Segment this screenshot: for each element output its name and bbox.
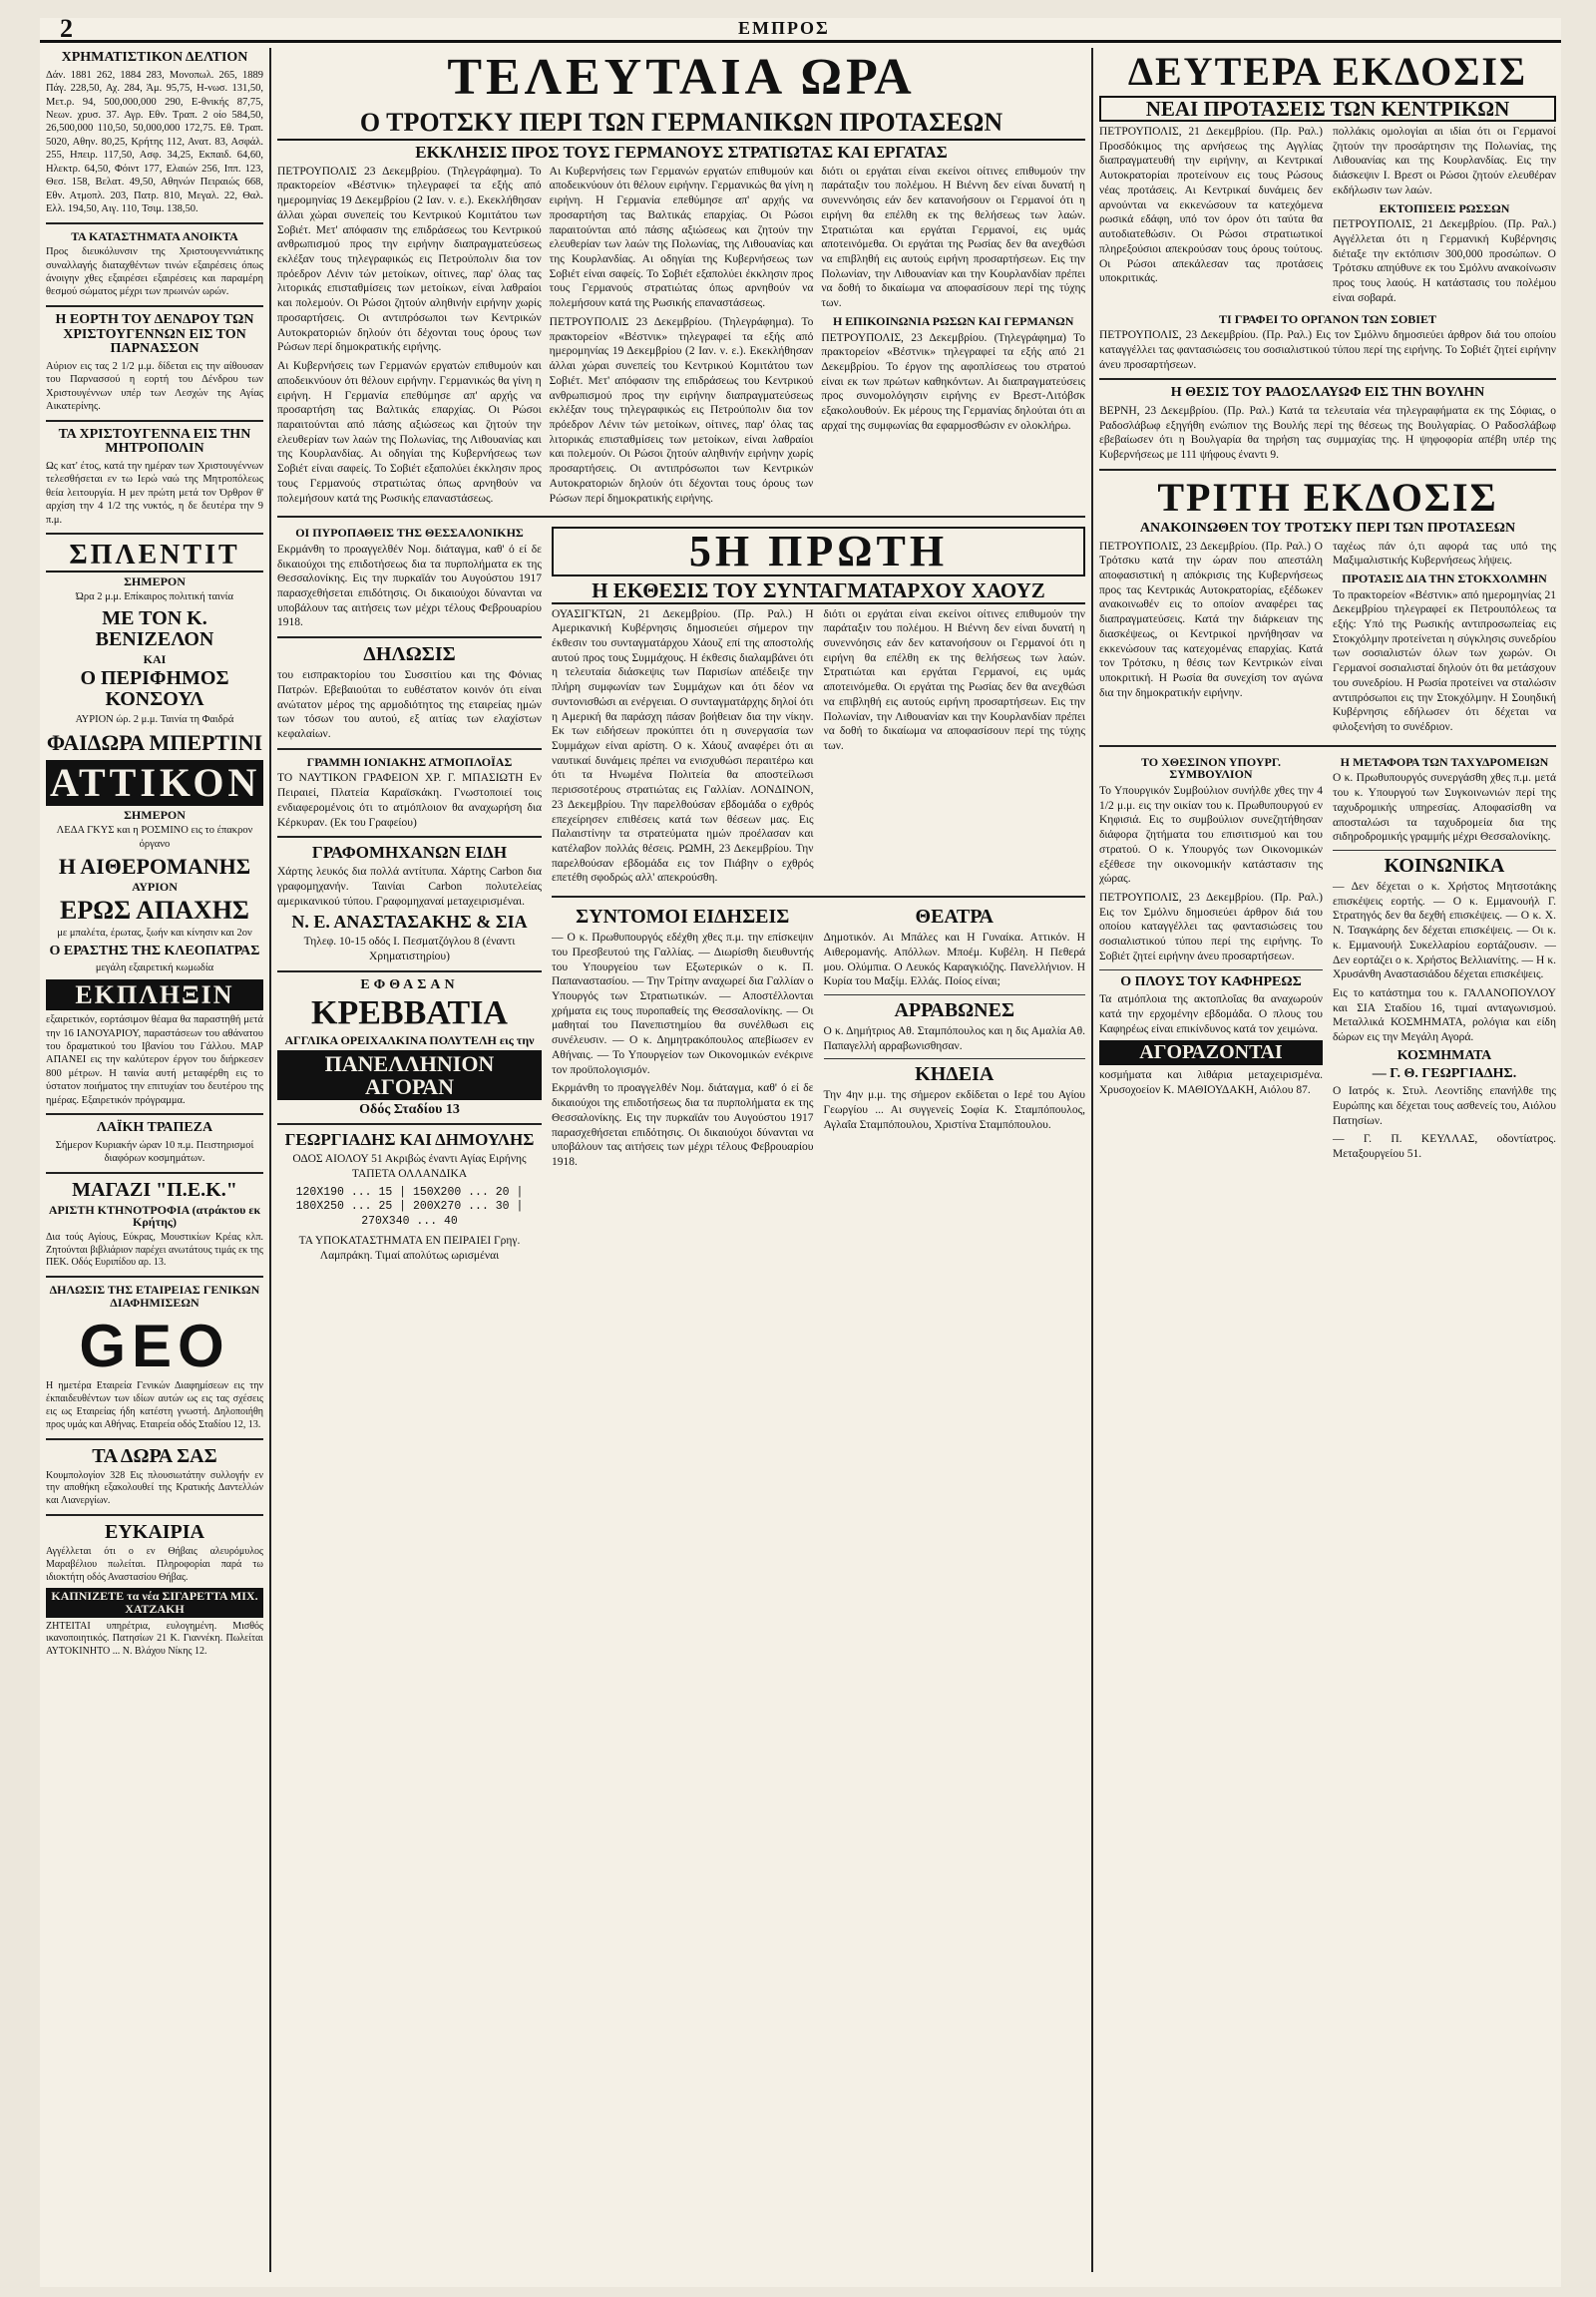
main-article-col-a2: Αι Κυβερνήσεις των Γερμανών εργατών επιθυμούν και αποδεικνύουν ότι θέλουν ειρήνην. Γερμανικώς θα γίνη η ειρήνη. Η Γερμανία επεθύμησε απ' αρχής να προσαρτήση τας Βαλτικάς επαρχίας. Οι Ρώσοι παραιτούνται από πάσης αξιώσεως και ζητούν την ελευθερίαν των λαών της Πολωνίας, της Λιθουανίας και της Κουρλανδίας. Αι οδηγίαι της Κυβερνήσεως των Σοβιέτ είναι σαφείς. Το Σοβιέτ εξαπολύει έκκλησιν προς τους Γερμανούς στρατιώτας όπως αρνηθούν να πολεμήσουν κατά της Ρωσικής επαναστάσεως. xyxy=(277,360,542,505)
main-subtitle: Ο ΤΡΟΤΣΚΥ ΠΕΡΙ ΤΩΝ ΓΕΡΜΑΝΙΚΩΝ ΠΡΟΤΑΣΕΩΝ xyxy=(277,109,1085,141)
main-article-col-b: Αι Κυβερνήσεις των Γερμανών εργατών επιθυμούν και αποδεικνύουν ότι θέλουν ειρήνην. Γερμανικώς θα γίνη η ειρήνη. Η Γερμανία επεθύμησε απ' αρχής να προσαρτήση τας Βαλτικάς επαρχίας. Οι Ρώσοι παραιτούνται από πάσης αξιώσεως και ζητούν την ελευθερίαν των λαών της Πολωνίας, της Λιθουανίας και της Κουρλανδίας. Αι οδηγίαι της Κυβερνήσεως των Σοβιέτ είναι σαφείς. Το Σοβιέτ εξαπολύει έκκλησιν προς τους Γερμανούς στρατιώτας όπως αρνηθούν να πολεμήσουν κατά της Ρωσικής επαναστάσεως. xyxy=(549,165,814,310)
communication-text: ΠΕΤΡΟΥΠΟΛΙΣ, 23 Δεκεμβρίου. (Τηλεγράφημα) Το πρακτορείον «Βέστνικ» τηλεγραφεί τα εξής από 21 Δεκεμβρίου. Το έργον της αφοπλίσεως του στρατού είναι εκ των πρώτων καθηκόντων. Αι διαπραγματεύσεις προς συνομολόγησιν ειρήνης εν Βρεστ-Λιτόβσκ εξακολουθούν. Εκ μέρους της Γερμανίας δηλούται ότι αι αρχαί της συμφωνίας θα εφαρμοσθώσιν εν ολοκλήρω. xyxy=(821,331,1085,432)
eukairia-text: Αγγέλλεται ότι ο εν Θήβαις αλευρόμυλος Μαραβέλιου πωλείται. Πληροφορίαι παρά τω ιδιοκτήτη οδός Αναστασίου Θήβας. xyxy=(46,1546,263,1583)
typewriter-title: ΓΡΑΦΟΜΗΧΑΝΩΝ ΕΙΔΗ xyxy=(311,843,508,863)
laiki-text: Σήμερον Κυριακήν ώραν 10 π.μ. Πειστηρισμοί διαφόρων κοσμημάτων. xyxy=(55,1139,254,1165)
laiki-title: ΛΑΪΚΗ ΤΡΑΠΕΖΑ xyxy=(96,1120,213,1136)
krevatia-sub: ΑΓΓΛΙΚΑ ΟΡΕΙΧΑΛΚΙΝΑ ΠΟΛΥΤΕΛΗ εις την xyxy=(284,1032,535,1047)
gifts-text: Κουμπολογίον 328 Εις πλουσιωτάτην συλλογήν εν την αποθήκη εξακολουθεί της Κρατικής Δαντελλών και Λιανεργίων. xyxy=(46,1469,263,1507)
attikon-today: ΣΗΜΕΡΟΝ xyxy=(124,807,186,822)
attikon-ad-title: ΑΤΤΙΚΟΝ xyxy=(46,760,263,806)
keyllas-text: — Γ. Π. ΚΕΥΛΛΑΣ, οδοντίατρος. Μεταξουργείου 51. xyxy=(1333,1133,1556,1161)
pek-sub: ΑΡΙΣΤΗ ΚΤΗΝΟΤΡΟΦΙΑ (ατράκτου εκ Κρήτης) xyxy=(48,1202,261,1230)
pek-text: Δια τούς Αγίους, Εύκρας, Μουστικίων Κρέας κλπ. Ζητούνται βιβλιάριον παρέχει ανωτάτους τιμάς εκ της ΠΕΚ. Οδός Ευριπίδου αρ. 13. xyxy=(46,1231,263,1269)
anastasakis-name: Ν. Ε. ΑΝΑΣΤΑΣΑΚΗΣ & ΣΙΑ xyxy=(291,912,528,933)
symvoulion-text-2: ΠΕΤΡΟΥΠΟΛΙΣ, 23 Δεκεμβρίου. (Πρ. Ραλ.) Εις τον Σμόλνυ δημοσιεύει άρθρον διά του οποίου καταγγέλλει τας φαντασιώσεις του σοσιαλιστικού τύπου περί της ειρήνης. Το Σοβιέτ ζητεί ειρήνην άνευ προσαρτήσεων. xyxy=(1099,891,1323,962)
koinonika-title: ΚΟΙΝΩΝΙΚΑ xyxy=(1384,854,1505,877)
anastasakis-sub: Τηλεφ. 10-15 οδός Ι. Πεσματζόγλου 8 (έναντι Χρηματιστηρίου) xyxy=(303,936,516,962)
syntomoi-text-2: Εκρμάνθη το προαγγελθέν Νομ. διάταγμα, καθ' ό εί δε δικαιούχοι της επιδοτήσεως δια τα πυρπολήματα εκ της Θεσσαλονίκης. Εις την πυρκαϊάν του Αυγούστου 1917 παρασχεθήσεται επιδότησις. Οι δικαιούχοι δύνανται να υποβάλουν τας αιτήσεις των μέχρι τέλους Φεβρουαρίου 1918. xyxy=(552,1082,814,1168)
cleopatra-sub: μεγάλη εξαιρετική κωμωδία xyxy=(95,962,214,974)
page-number: 2 xyxy=(60,14,73,43)
agorazontai-title: ΑΓΟΡΑΖΟΝΤΑΙ xyxy=(1099,1040,1323,1065)
ploos-title: Ο ΠΛΟΥΣ ΤΟΥ ΚΑΦΗΡΕΩΣ xyxy=(1120,973,1302,989)
main-title: ΤΕΛΕΥΤΑΙΑ ΩΡΑ xyxy=(447,49,916,106)
aitheromanis-line: Η ΑΙΘΕΡΟΜΑΝΗΣ xyxy=(58,854,251,880)
kapnizete-ad: ΚΑΠΝΙΖΕΤΕ τα νέα ΣΙΓΑΡΕΤΤΑ ΜΙΧ. ΧΑΤΖΑΚΗ xyxy=(46,1588,263,1617)
third-edition-text-a: ΠΕΤΡΟΥΠΟΛΙΣ, 23 Δεκεμβρίου. (Πρ. Ραλ.) Ο Τρότσκυ κατά την ώραν που απεστάλη αποφασιστική η απόκρισις της Κυβερνήσεως προς τας Κεντρικάς Αυτοκρατορίας, εξέδωκεν ανακοινωθέν εις το οποίον αναφέρει τας διαπραγματεύσεις. Κατά την διάρκειαν της διασκέψεως, οι Κεντρικοί ηρνήθησαν να εκκενώσουν τας κατεχομένας επαρχίας. Κατά τον Τρότσκυ, η θέσις των Κεντρικών είναι υποκριτική. Η Ρωσία θα συνεχίση τον αγώνα δια την δημοκρατικήν ειρήνην. xyxy=(1099,540,1323,699)
theatra-text: Δημοτικόν. Αι Μπάλες και Η Γυναίκα. Αττικόν. Η Αιθερομανής. Απόλλων. Μποέμ. Κυβέλη. Η Πεθερά μου. Ολύμπια. Ο Λευκός Καραγκιόζης. Πανελλήνιον. Η Κυρία του Μαξίμ. Ελλάς. Ποίος είναι; xyxy=(823,932,1085,988)
arravones-text: Ο κ. Δημήτριος Αθ. Σταμπόπουλος και η δις Αμαλία Αθ. Παπαγελλή αρραβωνισθησαν. xyxy=(823,1025,1085,1052)
ekplixin-text: εξαιρετικόν, εορτάσιμον θέαμα θα παραστηθή μετά την 16 ΙΑΝΟΥΑΡΙΟΥ, παραστάσεων του αθάνατου του δραματικού του Ιβανίου του Γάλλου. ΜΑΡ ΑΠΑΝΕΙ εις την καλύτερον έργον του διήρκεσεν 800 μέτρων. Η ταινία αυτή μεταφέρθη εις το ύστατον ποιήματος την επιτυχίαν του δευτέρου της ημέρας. Εξαιρετικόν πρόγραμμα. xyxy=(46,1014,263,1106)
third-edition-title: ΤΡΙΤΗ ΕΚΔΟΣΙΣ xyxy=(1157,474,1498,520)
agora-name: ΠΑΝΕΛΛΗΝΙΟΝ ΑΓΟΡΑΝ xyxy=(277,1050,542,1100)
hauz-title: Η ΕΚΘΕΣΙΣ ΤΟΥ ΣΥΝΤΑΓΜΑΤΑΡΧΟΥ ΧΑΟΥΖ xyxy=(552,579,1085,603)
georgiadis2-name: — Γ. Θ. ΓΕΩΡΓΙΑΔΗΣ. xyxy=(1372,1065,1517,1081)
right-section xyxy=(1099,48,1556,2282)
shops-title: ΤΑ ΚΑΤΑΣΤΗΜΑΤΑ ΑΝΟΙΚΤΑ xyxy=(71,228,238,243)
eros-text: με μπαλέτα, έρωτας, ξωήν και κίνησιν και 2ον xyxy=(57,928,252,940)
main-kicker: ΕΚΚΛΗΣΙΣ ΠΡΟΣ ΤΟΥΣ ΓΕΡΜΑΝΟΥΣ ΣΤΡΑΤΙΩΤΑΣ ΚΑΙ ΕΡΓΑΤΑΣ xyxy=(415,142,948,162)
second-edition-text-b: πολλάκις ομολογίαι αι ιδίαι ότι οι Γερμανοί ζητούν την προσάρτησιν της Πολωνίας, της Λιθουανίας και της Κουρλανδίας. Εις την διάσκεψιν Ι. Βρεστ οι Ρώσοι ζητούν ελευθέραν εκδήλωσιν των λαών. xyxy=(1333,126,1556,196)
ploos-text: Τα ατμόπλοια της ακτοπλοΐας θα αναχωρούν κατά την ερχομένην εβδομάδα. Ο πλους του Καφηρέως είναι επικίνδυνος κατά τον χειμώνα. xyxy=(1099,993,1323,1035)
second-edition-text-a: ΠΕΤΡΟΥΠΟΛΙΣ, 21 Δεκεμβρίου. (Πρ. Ραλ.) Προσδόκιμος της αρνήσεως της Αγγλίας διαπραγματευθή την ειρήνην, αι Κεντρικαί Αυτοκρατορίαι προτείνουν εις τους Ρώσους νέας προτάσεις. Αι Κεντρικαί δυνάμεις δεν αρνούνται να εκκενώσουν τα κατεχόμενα ρωσικά εδάφη, υπό τον όρον ότι ταύτα θα αυτοδιατεθώσιν. Οι Ρώσοι στρατιωτικοί πληρεξούσιοι απεκρούσαν τους όρους τούτους. Οι Ρώσοι απεκάλεσαν τας προτάσεις υποκριτικάς. xyxy=(1099,126,1323,285)
proti-title: 5Η ΠΡΩΤΗ xyxy=(552,527,1085,576)
thessaloniki-title: ΟΙ ΠΥΡΟΠΑΘΕΙΣ ΤΗΣ ΘΕΣΣΑΛΟΝΙΚΗΣ xyxy=(295,526,524,541)
syntomoi-text: — Ο κ. Πρωθυπουργός εδέχθη χθες π.μ. την επίσκεψιν του Πρεσβευτού της Γαλλίας. — Διωρίσθη διευθυντής του Υπουργείου των Εξωτερικών ο κ. Π. Παπαναστασίου. — Την Τρίτην αναχωρεί δια Γαλλίαν ο Υπουργός των Στρατιωτικών. — Αποστέλλονται χρήματα εις τους πυροπαθείς της Θεσσαλονίκης. — Οι μαθηταί του Πανεπιστημίου θα συνέλθωσι εις συνέλευσιν. — Ο κ. Δημητρακόπουλος απεβίωσεν εν Αθήναις. — Το Υπουργείον των Οικονομικών ενέκρινε τον προϋπολογισμόν. xyxy=(552,932,814,1076)
main-article-col-b2: ΠΕΤΡΟΥΠΟΛΙΣ 23 Δεκεμβρίου. (Τηλεγράφημα). Το πρακτορείον «Βέστνικ» τηλεγραφεί τα εξής από ημερομηνίας 19 Δεκεμβρίου (2 Ιαν. ν. ε.). Εκεκλήθησαν άλλαι χώραι συνεπείς του Κεντρικού Κομιτάτου των Σοβιέτ. Μετ' απόφασιν της επιδράσεως του Κεντρικού ανθρωπισμού προς την ειρήνην διαπραγματεύσεως εκλέξαν τους τηλεγραφικώς εις Πετρούπολιν δια τον πρόεδρον Λένιν τών μετοίκων, οίτινες, παρ' όλας τας λιτορικάς επισταθμίσεις των μετοίκων, είναι λαθραίοι και πολεμούν. Οι Ρώσοι ζητούν αληθινήν ειρήνην χωρίς προσαρτήσεις. Οι αντιπρόσωποι των Κεντρικών Αυτοκρατοριών δηλούν ότι δέχονται τους όρους των Ρώσων περί δημοκρατικής ειρήνης. xyxy=(549,315,814,505)
theatra-title: ΘΕΑΤΡΑ xyxy=(915,906,994,929)
agora-sub: Οδός Σταδίου 13 xyxy=(359,1101,460,1117)
kaf-text: Εις το κατάστημα του κ. ΓΑΛΑΝΟΠΟΥΛΟΥ και ΣΙΑ Σταδίου 16, τιμαί ανταγωνισμού. Μεταλλικά ΚΟΣΜΗΜΑΤΑ, ρολόγια και είδη δώρων εις την Μεγάλη Αγορά. xyxy=(1333,986,1556,1044)
grafeion-text: ΠΕΤΡΟΥΠΟΛΙΣ, 23 Δεκεμβρίου. (Πρ. Ραλ.) Εις τον Σμόλνυ δημοσιεύει άρθρον διά του οποίου καταγγέλλει τας φαντασιώσεις του σοσιαλιστικού τύπου περί της ειρήνης. Το Σοβιέτ ζητεί ειρήνην άνευ προσαρτήσεων. xyxy=(1099,329,1556,371)
typewriter-text: Χάρτης λευκός δια πολλά αντίτυπα. Χάρτης Carbon δια γραφομηχανήν. Ταινίαι Carbon πολυτελείας αμερικανικού τύπου. Γραφομηχαναί μεταχειρισμέναι. xyxy=(277,866,542,908)
zitite-text: ΖΗΤΕΙΤΑΙ υπηρέτρια, ευλογημένη. Μισθός ικανοποιητικός. Πατησίων 21 Κ. Γιαννέκη. Πωλείται ΑΥΤΟΚΙΝΗΤΟ ... Ν. Βλάχου Νίκης 12. xyxy=(46,1620,263,1658)
splendid-ad-title: ΣΠΛΕΝΤΙΤ xyxy=(46,541,263,572)
kideia-title: ΚΗΔΕΙΑ xyxy=(915,1063,995,1086)
etaireia-title: ΔΗΛΩΣΙΣ ΤΗΣ ΕΤΑΙΡΕΙΑΣ ΓΕΝΙΚΩΝ ΔΙΑΦΗΜΙΣΕΩΝ xyxy=(49,1283,260,1310)
syntomoi-title: ΣΥΝΤΟΜΟΙ ΕΙΔΗΣΕΙΣ xyxy=(576,906,790,929)
avrion-line: ΑΥΡΙΟΝ xyxy=(132,880,178,895)
diloseis-text: του εισπρακτορίου του Συσσιτίου και της Φόνιας Πατρών. Εβεβαιούται το ευθέστατον κοινόν ότι είναι ανώτατον μέρος της αρμοδιότητος της εταιρείας ημών των τόσων του αυτού, εξ αιτίας των ελαχίστων κεφαλαίων. xyxy=(277,669,542,741)
hauz-text-a: ΟΥΑΣΙΓΚΤΩΝ, 21 Δεκεμβρίου. (Πρ. Ραλ.) Η Αμερικανική Κυβέρνησις δημοσιεύει σήμερον την έκθεσιν του συνταγματάρχου Χάουζ επί της αποστολής αυτού προς τους Συμμάχους. Η έκθεσις διαλαμβάνει ότι η τελευταία διάσκεψις των Παρισίων απέδειξε την πλήρη συμφωνίαν των Συμμάχων και ότι δέον να συντονισθώσι αι ενέργειαι. Ο συνταγματάρχης δηλοί ότι η Αμερική θα παράσχη πάσαν βοήθειαν δια την νίκην. Εκ των ειδήσεων προκύπτει ότι η συνεργασία των Συμμάχων είναι αρίστη. Ο κ. Χάουζ αναφέρει ότι αι ναυτικαί δυνάμεις πρέπει να ενισχυθώσι περαιτέρω και ότι τα Ηνωμένα Πολιτεία θα αποστείλωσι περισσοτέρους στρατιώτας εις Γαλλίαν. ΛΟΝΔΙΝΟΝ, 23 Δεκεμβρίου. Την παρελθούσαν εβδομάδα ο εχθρός επεχείρησεν επιθέσεις κατά των θέσεων μας. Εις Παλαιστίνην τα στρατεύματα ημών προέλασαν και κατέλαβον πολλάς θέσεις. ΡΩΜΗ, 23 Δεκεμβρίου. Την παρελθούσαν εβδομάδα εις τον Πιάβην ο εχθρός επετέθη σφοδρώς αλλ' απεκρούσθη. xyxy=(552,607,814,885)
geo-text: Η ημετέρα Εταιρεία Γενικών Διαφημίσεων εις την έκπαιδευθέντων των ιδίων αυτών ως εις τας σχέσεις εις ως Εταιρείας ήδη κατέστη γνωστή. Δηλοποιήθη προς υμάς και Αθήνας. Εταιρεία οδός Σταδίου 12, 13. xyxy=(46,1380,263,1430)
symvoulion-title: ΤΟ ΧΘΕΣΙΝΟΝ ΥΠΟΥΡΓ. ΣΥΜΒΟΥΛΙΟΝ xyxy=(1140,754,1282,782)
main-article-col-c: διότι οι εργάται είναι εκείνοι οίτινες επιθυμούν την παράταξιν του πολέμου. Η Βιέννη δεν είναι δυνατή η συνεννόησις εάν δεν κατανοήσουν οι Γερμανοί ότι η ειρήνη θα επέλθη εκ της θελήσεως των λαών. Στρατιώται και εργάται Γερμανοί, εις υμάς αποτεινόμεθα. Οι εργάται της Ρωσίας δεν θα ανεχθώσι να επιβληθή εις αυτούς ειρήνη προσαρτήσεων. Εις την Πολωνίαν, την Λιθουανίαν και την Κουρλανδίαν πρέπει να δοθή το δικαίωμα να αποφασίσουν περί της τύχης των. xyxy=(821,165,1085,310)
metafora-title: Η ΜΕΤΑΦΟΡΑ ΤΩΝ ΤΑΧΥΔΡΟΜΕΙΩΝ xyxy=(1340,754,1549,769)
second-edition-title: ΔΕΥΤΕΡΑ ΕΚΔΟΣΙΣ xyxy=(1127,49,1528,94)
vouli-text: ΒΕΡΝΗ, 23 Δεκεμβρίου. (Πρ. Ραλ.) Κατά τα τελευταία νέα τηλεγραφήματα εκ της Σόφιας, ο Ραδοσλάβωφ εξηγήθη ενώπιον της Βουλής περί της θέσεως της Βουλγαρίας. Ο Ραδοσλάβωφ εβεβαίωσεν ότι η Βουλγαρία θα τηρήση τας συμμαχίας της. Η ψηφοφορία απέβη υπέρ της Κυβερνήσεως με 111 ψήφους έναντι 9. xyxy=(1099,404,1556,462)
consul-line: Ο ΠΕΡΙΦΗΜΟΣ ΚΟΝΣΟΥΛ xyxy=(80,667,229,711)
geo-logo: GEO xyxy=(79,1313,230,1380)
kai-line: ΚΑΙ xyxy=(143,651,167,666)
stockholm-text: Το πρακτορείον «Βέστνικ» από ημερομηνίας 21 Δεκεμβρίου τηλεγραφεί εκ Πετρουπόλεως τα εξής: Υπό της Ρωσικής αντιπροσωπείας εις Στοκχόλμην προτείνεται η σύγκλησις συνεδρίου των σοσιαλιστών όλων των χωρών. Οι Γερμανοί σοσιαλισταί δηλούν ότι θα μετάσχουν του συνεδρίου. Η Ρωσία προτείνει να σταλώσιν αντιπρόσωποι εις την Στοκχόλμην. Η Σουηδική Κυβέρνησις εδήλωσεν ότι δέχεται να φιλοξενήση το συνέδριον. xyxy=(1333,588,1556,734)
georgiadis-sub: ΟΔΟΣ ΑΙΟΛΟΥ 51 Ακριβώς έναντι Αγίας Ειρήνης ΤΑΠΕΤΑ ΟΛΛΑΝΔΙΚΑ xyxy=(292,1153,527,1180)
market-title: ΧΡΗΜΑΤΙΣΤΙΚΟΝ ΔΕΛΤΙΟΝ xyxy=(61,50,248,65)
boats-text: ΤΟ ΝΑΥΤΙΚΟΝ ΓΡΑΦΕΙΟΝ ΧΡ. Γ. ΜΠΑΣΙΩΤΗ Εν Πειραιεί, Πλατεία Καραϊσκάκη. Γνωστοποιεί τοις ενδιαφερομένοις ότι το ατμόπλοιον θα αναχωρήση δια Κέρκυραν. (Εκ του Γραφείου) xyxy=(277,772,542,829)
symvoulion-text: Το Υπουργικόν Συμβούλιον συνήλθε χθες την 4 1/2 μ.μ. εις την οικίαν του κ. Πρωθυπουργού εν Κηφισιά. Εις το συμβούλιον συνεζητήθησαν διάφορα ζητήματα του επισιτισμού και του στρατού. Ο κ. Υπουργός των Οικονομικών εξέθεσε την οικονομικήν κατάστασιν της χώρας. xyxy=(1099,784,1323,886)
grafeion-title: ΤΙ ΓΡΑΦΕΙ ΤΟ ΟΡΓΑΝΟΝ ΤΩΝ ΣΟΒΙΕΤ xyxy=(1219,311,1436,326)
kosmimata-title: ΚΟΣΜΗΜΑΤΑ xyxy=(1396,1047,1492,1063)
market-text: Δάν. 1881 262, 1884 283, Μονοπωλ. 265, 1889 Πάγ. 228,50, Αχ. 284, Άμ. 95,75, Η-νωσ. 131,50, Μετ.ρ. 94, 500,000,000 290, Ε-θνικής 87,75, Νεων. χρυσ. 37. Αγρ. Εθν. Τραπ. 2 οίο 584,50, 26,500,000 110,50, 50,000,000 172,75. Εθ. Τραπ. 5020, Αθην. 80,25, Κρήτης 112, Ανατ. 83, Ασφάλ. 255, Ηπειρ. 117,50, Ασφ. 34,25, Εκπαιδ. 64,60, Ηλεκτρ. 64,50, Φόιντ 177, Ελαιών 256, Ιππ. 123, Θεσ. 158, Βελατ. 49,50, Αθηνών Πειραιώς 668, Εθν. Ατμοπλ. 203, Πατρ. 810, Μεγαλ. 22, Θαλ. Ελλ. 194,50, Αιγ. 110, Τσιμ. 138,50. xyxy=(46,69,263,215)
boats-title: ΓΡΑΜΜΗ ΙΟΝΙΑΚΗΣ ΑΤΜΟΠΛΟΪΑΣ xyxy=(306,754,513,769)
hauz-text-b: διότι οι εργάται είναι εκείνοι οίτινες επιθυμούν την παράταξιν του πολέμου. Η Βιέννη δεν είναι δυνατή η συνεννόησις εάν δεν κατανοήσουν οι Γερμανοί ότι η ειρήνη θα επέλθη εκ της θελήσεως των λαών. Στρατιώται και εργάται Γερμανοί, εις υμάς αποτεινόμεθα. Οι εργάται της Ρωσίας δεν θα ανεχθώσι να επιβληθή εις αυτούς ειρήνη προσαρτήσεων. Εις την Πολωνίαν, την Λιθουανίαν και την Κουρλανδίαν πρέπει να δοθή το δικαίωμα να αποφασίσουν περί της τύχης των. xyxy=(823,607,1085,752)
thessaloniki-text: Εκρμάνθη το προαγγελθέν Νομ. διάταγμα, καθ' ό εί δε δικαιούχοι της επιδοτήσεως δια τα πυρπολήματα εκ της Θεσσαλονίκης. Εις την πυρκαϊάν του Αυγούστου 1917 παρασχεθήσεται επιδότησις. Οι δικαιούχοι δύνανται να υποβάλουν τας αιτήσεις των μέχρι τέλους Φεβρουαρίου 1918. xyxy=(277,543,542,629)
pek-title: ΜΑΓΑΖΙ "Π.Ε.Κ." xyxy=(72,1178,237,1201)
ekpiptoseis-title: ΕΚΤΟΠΙΣΕΙΣ ΡΩΣΣΩΝ xyxy=(1379,200,1510,215)
left-column xyxy=(46,48,263,2282)
georgiadis-name: ΓΕΩΡΓΙΑΔΗΣ ΚΑΙ ΔΗΜΟΥΛΗΣ xyxy=(284,1130,535,1150)
kideia-text: Την 4ην μ.μ. της σήμερον εκδίδεται ο Ιερέ του Αγίου Γεωργίου ... Αι συγγενείς Σοφία Κ. Σταμπόπουλος, Αγλαΐα Σταμπόπουλου, Χριστίνα Σταμπόπουλου. xyxy=(823,1089,1085,1131)
newspaper-page xyxy=(40,14,1561,2287)
attikon-text: ΛΕΔΑ ΓΚΥΣ και η ΡΟΣΜΙΝΟ εις το έπακρον όργανο xyxy=(56,825,253,850)
third-edition-text-b: ταχέως πάν ό,τι αφορά τας υπό της Μαξιμαλιστικής Κυβερνήσεως λήψεις. xyxy=(1333,540,1556,568)
feast-title: Η ΕΟΡΤΗ ΤΟΥ ΔΕΝΔΡΟΥ ΤΩΝ ΧΡΙΣΤΟΥΓΕΝΝΩΝ ΕΙΣ ΤΟΝ ΠΑΡΝΑΣΣΟΝ xyxy=(55,311,254,357)
column-rule xyxy=(269,48,271,2272)
venizelos-line: ΜΕ ΤΟΝ Κ. ΒΕΝΙΖΕΛΟΝ xyxy=(95,606,214,650)
tapeta-table: 120Χ190 ... 15 | 150Χ200 ... 20 | 180Χ250 ... 25 | 200Χ270 ... 30 | 270Χ340 ... 40 xyxy=(295,1185,524,1229)
vouli-title: Η ΘΕΣΙΣ ΤΟΥ ΡΑΔΟΣΛΑΥΩΦ ΕΙΣ ΤΗΝ ΒΟΥΛΗΝ xyxy=(1170,385,1485,401)
arravones-title: ΑΡΡΑΒΩΝΕΣ xyxy=(894,999,1015,1022)
agorazontai-text: κοσμήματα και λιθάρια μεταχειρισμένα. Χρυσοχοείον Κ. ΜΑΘΙΟΥΔΑΚΗ, Αιόλου 87. xyxy=(1099,1069,1323,1097)
third-edition-subtitle: ΑΝΑΚΟΙΝΩΘΕΝ ΤΟΥ ΤΡΟΤΣΚΥ ΠΕΡΙ ΤΩΝ ΠΡΟΤΑΣΕΩΝ xyxy=(1139,520,1516,536)
efthasan-line: ΕΦΘΑΣΑΝ xyxy=(360,976,459,992)
main-article-col-a: ΠΕΤΡΟΥΠΟΛΙΣ 23 Δεκεμβρίου. (Τηλεγράφημα). Το πρακτορείον «Βέστνικ» τηλεγραφεί τα εξής από ημερομηνίας 19 Δεκεμβρίου (2 Ιαν. ν. ε.). Εκεκλήθησαν άλλαι χώραι συνεπείς του Κεντρικού Κομιτάτου των Σοβιέτ. Μετ' απόφασιν της επιδράσεως του Κεντρικού ανθρωπισμού προς την ειρήνην διαπραγματεύσεως εκλέξαν τους τηλεγραφικώς εις Πετρούπολιν δια τον πρόεδρον Λένιν τών μετοίκων, οίτινες, παρ' όλας τας λιτορικάς επισταθμίσεις των μετοίκων, είναι λαθραίοι και πολεμούν. Οι Ρώσοι ζητούν αληθινήν ειρήνην χωρίς προσαρτήσεις. Οι αντιπρόσωποι των Κεντρικών Αυτοκρατοριών δηλούν ότι δέχονται τους όρους των Ρώσων περί δημοκρατικής ειρήνης. xyxy=(277,165,542,354)
splendid-today: ΣΗΜΕΡΟΝ xyxy=(124,574,186,588)
tomorrow-text: ΑΥΡΙΟΝ ώρ. 2 μ.μ. Ταινία τη Φαιδρά xyxy=(75,714,234,726)
koinonika-text: — Δεν δέχεται ο κ. Χρήστος Μητσοτάκης επισκέψεις εορτής. — Ο κ. Εμμανουήλ Γ. Στρατηγός δεν θα δεχθή επισκέψεις. — Ο κ. Χ. Ν. Τσαγκάρης δεν δέχεται επισκέψεις. — Οι κ. κ. Εμμανουήλ Συκελλαρίου εορτάζουσιν. — Δεν εορτάζει ο κ. Χρήστος Βελλιανίτης. — Η κ. Χρυσάνθη Αναστασιάδου δέχεται επισκέψεις. xyxy=(1333,880,1556,981)
metafora-text: Ο κ. Πρωθυπουργός συνεργάσθη χθες π.μ. μετά του κ. Υπουργού των Συγκοινωνιών περί της ταχυδρομικής υπηρεσίας. Αποφασίσθη να αποσταλώσι τα ταχυδρομεία δια της σιδηροδρομικής γραμμής μέχρι Θεσσαλονίκης. xyxy=(1333,772,1556,844)
xmas-text: Ως κατ' έτος, κατά την ημέραν των Χριστουγέννων τελεσθήσεται εν τω Ιερώ ναώ της Μητροπόλεως θεία λειτουργία. Η μεν πρώτη μετά τον Όρθρον θ' αρχίση την 4 1/2 της νυκτός, η δε δευτέρα την 9 π.μ. xyxy=(46,461,263,526)
second-edition-subtitle: ΝΕΑΙ ΠΡΟΤΑΣΕΙΣ ΤΩΝ ΚΕΝΤΡΙΚΩΝ xyxy=(1099,96,1556,122)
xmas-title: ΤΑ ΧΡΙΣΤΟΥΓΕΝΝΑ ΕΙΣ ΤΗΝ ΜΗΤΡΟΠΟΛΙΝ xyxy=(58,426,251,457)
ekplixin-ad-title: ΕΚΠΛΗΞΙΝ xyxy=(46,979,263,1010)
page-header xyxy=(40,14,1561,43)
tapeta-foot: ΤΑ ΥΠΟΚΑΤΑΣΤΗΜΑΤΑ ΕΝ ΠΕΙΡΑΙΕΙ Γρηγ. Λαμπράκη. Τιμαί απολύτως ωρισμέναι xyxy=(298,1234,521,1262)
ekpiptoseis-text: ΠΕΤΡΟΥΠΟΛΙΣ, 21 Δεκεμβρίου. (Πρ. Ραλ.) Αγγέλλεται ότι η Γερμανική Κυβέρνησις διέταξε την εκτόπισιν 300,000 προσώπων. Ο Τρότσκυ απηύθυνε εκ του Σμόλνυ ανακοίνωσιν προς τους λαούς. Η κατάστασις του πολέμου είναι σοβαρά. xyxy=(1333,218,1556,304)
eukairia-title: ΕΥΚΑΙΡΙΑ xyxy=(104,1521,204,1544)
splendid-text: Ώρα 2 μ.μ. Επίκαιρος πολιτική ταινία xyxy=(76,591,233,603)
doctor-text: Ο Ιατρός κ. Στυλ. Λεοντίδης επανήλθε της Ευρώπης και δέχεται τους ασθενείς του, Αιόλου Πατησίων. xyxy=(1333,1085,1556,1127)
stockholm-title: ΠΡΟΤΑΣΙΣ ΔΙΑ ΤΗΝ ΣΤΟΚΧΟΛΜΗΝ xyxy=(1342,571,1547,585)
krevatia-title: ΚΡΕΒΒΑΤΙΑ xyxy=(311,994,508,1032)
center-right-subcolumn xyxy=(552,524,1085,1267)
eros-line: ΕΡΩΣ ΑΠΑΧΗΣ xyxy=(60,895,249,925)
column-rule-right xyxy=(1091,48,1093,2272)
feast-text: Αύριον εις τας 2 1/2 μ.μ. δίδεται εις την αίθουσαν του Παρνασσού η εορτή του Δένδρου των Χριστουγέννων υπέρ των Λεσχών της Αγίας Αικατερίνης. xyxy=(46,360,263,413)
masthead: ΕΜΠΡΟΣ xyxy=(738,18,830,38)
diloseis-title: ΔΗΛΩΣΙΣ xyxy=(363,643,456,666)
shops-text: Προς διευκόλυνσιν της Χριστουγεννιάτικης συναλλαγής διαταχθέντων τινών εξαιρέσεις όπως άνοιγην χθες εξαιρέσει εξαιρέσεις και παραμέρη θεσμού σώματος μέχρι των πρωινών ωρών. xyxy=(46,246,263,298)
cleopatra-line: Ο ΕΡΑΣΤΗΣ ΤΗΣ ΚΛΕΟΠΑΤΡΑΣ xyxy=(49,943,260,958)
center-left-subcolumn xyxy=(277,524,542,1267)
communication-head: Η ΕΠΙΚΟΙΝΩΝΙΑ ΡΩΣΩΝ ΚΑΙ ΓΕΡΜΑΝΩΝ xyxy=(832,313,1074,328)
bertini-line: ΦΑΙΔΩΡΑ ΜΠΕΡΤΙΝΙ xyxy=(46,729,263,755)
center-section xyxy=(277,48,1085,2282)
gifts-title: ΤΑ ΔΩΡΑ ΣΑΣ xyxy=(92,1444,217,1467)
